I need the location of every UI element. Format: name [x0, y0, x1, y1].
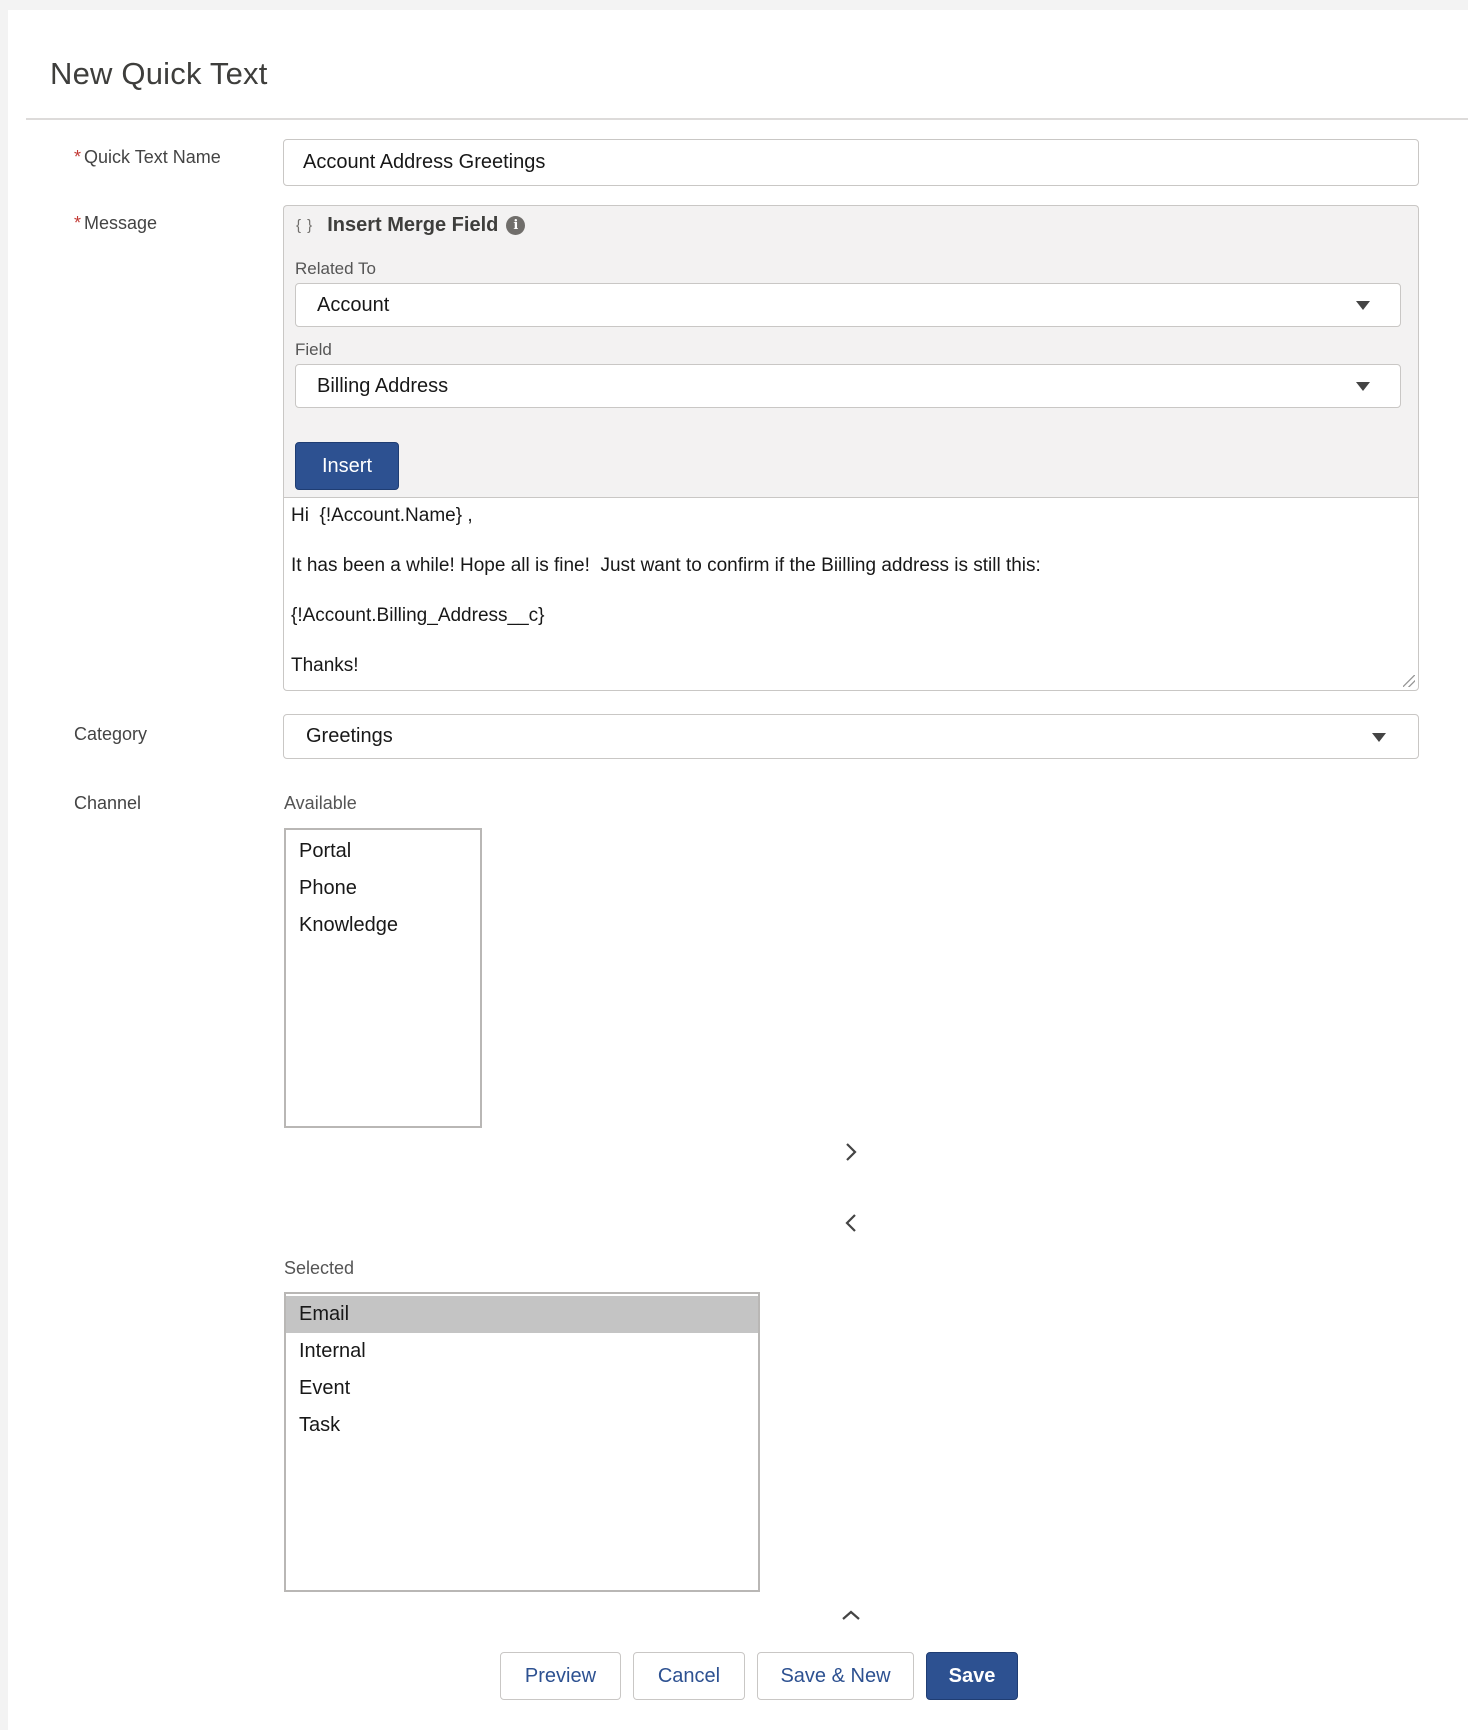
available-label: Available — [284, 793, 357, 813]
category-select[interactable]: Greetings — [283, 714, 1419, 759]
move-up-button[interactable] — [836, 1600, 866, 1630]
chevron-left-icon — [843, 1212, 859, 1234]
cancel-button[interactable]: Cancel — [633, 1652, 745, 1700]
available-listbox[interactable] — [284, 828, 482, 1128]
info-icon[interactable]: i — [506, 216, 525, 235]
message-line: {!Account.Billing_Address__c} — [291, 605, 545, 626]
field-label: Field — [295, 340, 332, 359]
category-label: Category — [74, 724, 148, 744]
message-line: Hi {!Account.Name} , — [291, 505, 473, 526]
merge-field-title: Insert Merge Field — [327, 214, 499, 236]
related-to-select[interactable]: Account — [295, 283, 1401, 327]
message-line: It has been a while! Hope all is fine! Just want to confirm if the Biilling address is still this: — [291, 555, 1041, 576]
message-textarea[interactable] — [283, 497, 1419, 691]
quick-text-name-input[interactable]: Account Address Greetings — [283, 139, 1419, 186]
list-item[interactable]: Portal — [299, 840, 352, 862]
required-mark: * — [74, 147, 82, 167]
merge-field-header — [296, 214, 525, 237]
quick-text-name-label: * Quick Text Name — [74, 147, 221, 167]
list-item[interactable]: Task — [299, 1414, 341, 1436]
move-right-button[interactable] — [836, 1137, 866, 1167]
required-mark: * — [74, 213, 82, 233]
save-button[interactable]: Save — [926, 1652, 1018, 1700]
channel-label: Channel — [74, 793, 142, 813]
insert-button[interactable]: Insert — [295, 442, 399, 490]
message-label: * Message — [74, 213, 158, 233]
chevron-right-icon — [843, 1141, 859, 1163]
related-to-label: Related To — [295, 259, 376, 278]
braces-icon: { } — [296, 217, 314, 234]
merge-field-panel — [283, 205, 1419, 497]
list-item-selected[interactable]: Email — [286, 1296, 758, 1333]
save-and-new-button[interactable]: Save & New — [757, 1652, 914, 1700]
chevron-up-icon — [840, 1608, 862, 1622]
header-divider — [26, 118, 1468, 120]
list-item[interactable]: Event — [299, 1377, 351, 1399]
page-title: New Quick Text — [50, 56, 268, 91]
chevron-down-icon — [1356, 382, 1370, 391]
list-item[interactable]: Phone — [299, 877, 357, 899]
chevron-down-icon — [1356, 301, 1370, 310]
move-left-button[interactable] — [836, 1208, 866, 1238]
selected-listbox[interactable] — [284, 1292, 760, 1592]
preview-button[interactable]: Preview — [500, 1652, 621, 1700]
list-item[interactable]: Internal — [299, 1340, 366, 1362]
chevron-down-icon — [1372, 733, 1386, 742]
field-select[interactable]: Billing Address — [295, 364, 1401, 408]
message-line: Thanks! — [291, 655, 359, 676]
list-item[interactable]: Knowledge — [299, 914, 398, 936]
selected-label: Selected — [284, 1258, 355, 1278]
resize-handle[interactable] — [1403, 675, 1415, 687]
